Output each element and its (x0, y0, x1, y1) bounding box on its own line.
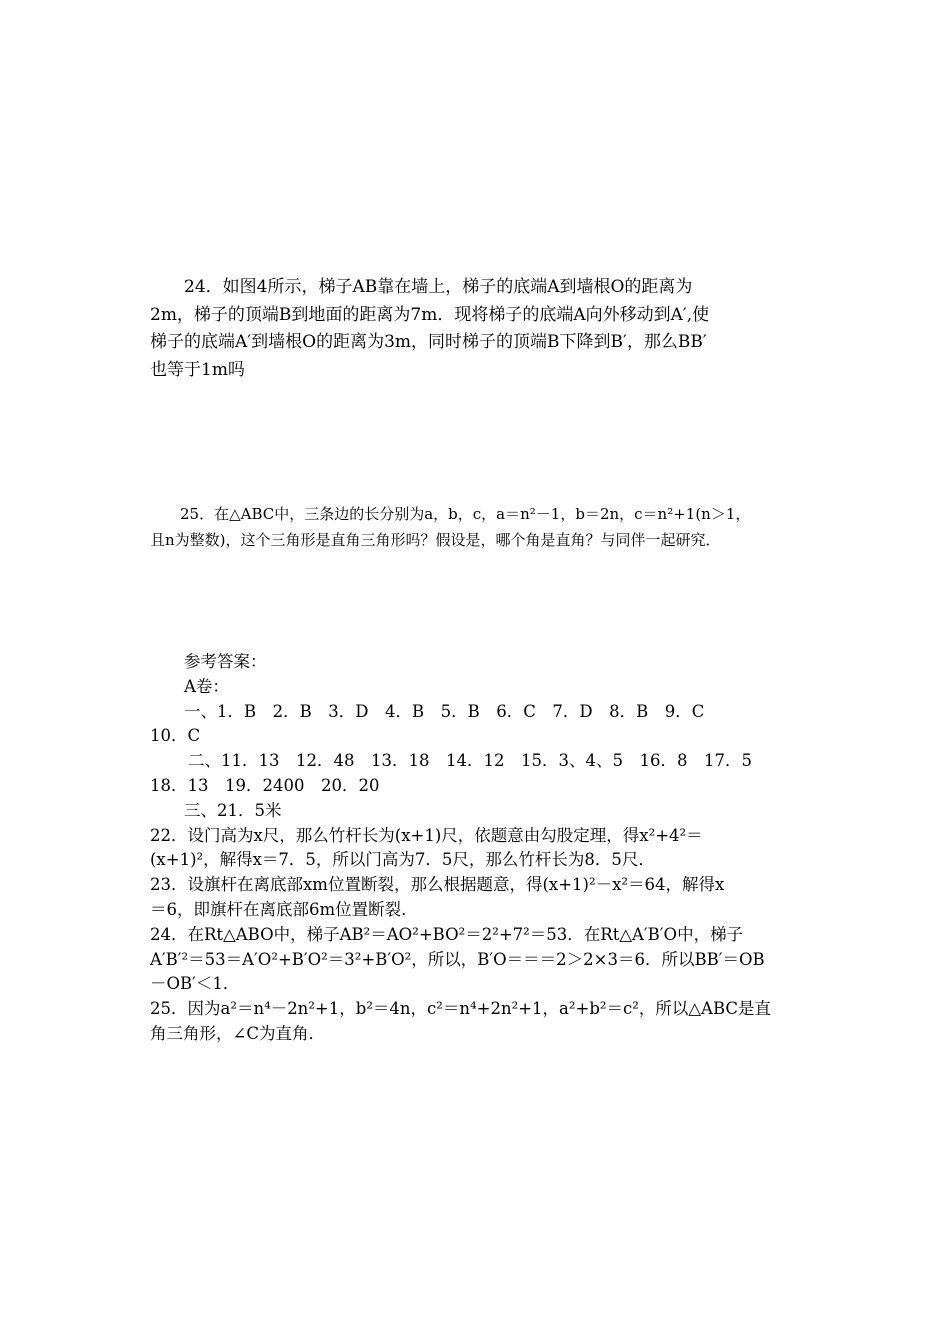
answer-key (150, 650, 798, 1047)
answer-part1-cont: 10．C (150, 726, 201, 746)
question-24-line: 24．如图4所示，梯子AB靠在墙上，梯子的底端A到墙根O的距离为 (150, 277, 693, 297)
answer-part2-cont: 18．13 19．2400 20．20 (150, 775, 380, 795)
question-24 (150, 274, 798, 384)
answer-24-cont: A′B′²＝53＝A′O²+B′O²＝3²+B′O²，所以，B′O＝＝＝2＞2×3＝6．所以BB′＝OB (150, 949, 765, 969)
answer-part1: 一、1．B 2．B 3．D 4．B 5．B 6．C 7．D 8．B 9．C (184, 701, 705, 721)
question-24-line: 梯子的底端A′到墙根O的距离为3m，同时梯子的顶端B下降到B′，那么BB′ (150, 332, 707, 352)
answer-22: 22．设门高为x尺，那么竹杆长为(x+1)尺，依题意由勾股定理，得x²+4²＝ (150, 825, 703, 845)
question-25 (150, 501, 798, 553)
answer-23-cont: ＝6，即旗杆在离底部6m位置断裂． (150, 899, 418, 919)
question-25-line: 且n为整数)，这个三角形是直角三角形吗？假设是，哪个角是直角？与同伴一起研究． (150, 531, 721, 549)
answer-23: 23．设旗杆在离底部xm位置断裂，那么根据题意，得(x+1)²－x²＝64，解得x (150, 875, 725, 895)
answer-part3: 三、21．5米 (184, 800, 282, 820)
answer-part2: 二、11．13 12．48 13．18 14．12 15．3、4、5 16．8 17．5 (188, 751, 752, 771)
question-24-line: 也等于1m吗 (150, 359, 245, 380)
answer-22-cont: (x+1)²，解得x＝7．5，所以门高为7．5尺，那么竹杆长为8．5尺． (150, 850, 655, 870)
question-25-line: 25．在△ABC中，三条边的长分别为a，b，c，a＝n²－1，b＝2n，c＝n²+1(n＞1， (150, 505, 751, 523)
answer-25: 25．因为a²＝n⁴－2n²+1，b²＝4n，c²＝n⁴+2n²+1，a²+b²＝c²，所以△ABC是直 (150, 999, 772, 1019)
answer-24: 24．在Rt△ABO中，梯子AB²＝AO²+BO²＝2²+7²＝53．在Rt△A′B′O中，梯子 (150, 924, 744, 944)
section-a-label: A卷： (184, 676, 229, 696)
answer-key-title: 参考答案： (184, 652, 267, 671)
answer-24-cont: －OB′＜1． (150, 974, 240, 994)
question-24-line: 2m，梯子的顶端B到地面的距离为7m．现将梯子的底端A向外移动到A′,使 (150, 304, 710, 325)
answer-25-cont: 角三角形，∠C为直角． (150, 1023, 325, 1043)
